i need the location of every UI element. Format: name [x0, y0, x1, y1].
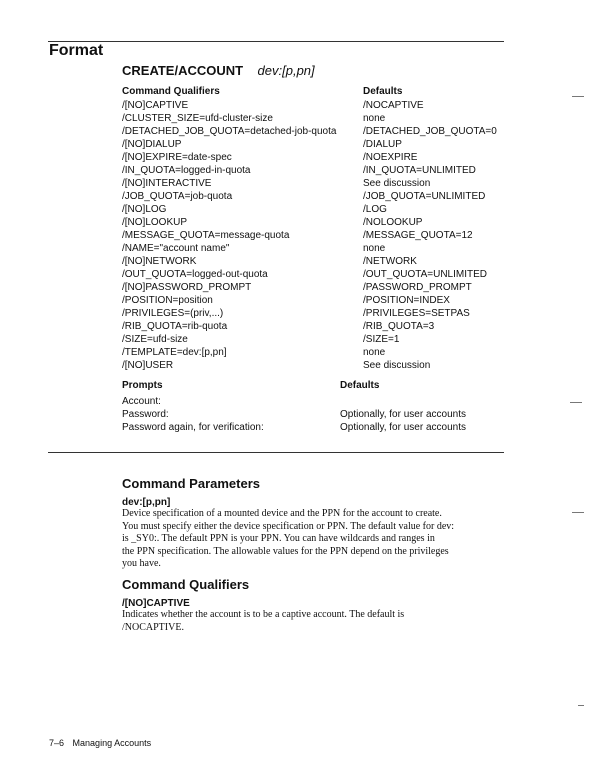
table-row: [122, 268, 582, 281]
default-cell: /RIB_QUOTA=3: [363, 321, 435, 332]
qualifiers-list: [122, 99, 582, 372]
default-cell: /NOCAPTIVE: [363, 100, 424, 111]
qualifier-cell: /[NO]NETWORK: [122, 256, 197, 267]
table-row: [122, 112, 582, 125]
prompt-cell: Account:: [122, 396, 161, 407]
paragraph-line: Indicates whether the account is to be a captive account. The default is: [122, 609, 405, 620]
default-cell: See discussion: [363, 178, 431, 189]
qualifier-cell: /PRIVILEGES=(priv,...): [122, 308, 224, 319]
qualifier-cell: /OUT_QUOTA=logged-out-quota: [122, 269, 268, 280]
qualifier-cell: /[NO]DIALUP: [122, 139, 182, 150]
default-cell: /DETACHED_JOB_QUOTA=0: [363, 126, 497, 137]
section-title: Format: [49, 42, 104, 59]
parameter-name: dev:[p,pn]: [122, 497, 171, 508]
table-row: [122, 177, 582, 190]
qualifier-cell: /[NO]LOG: [122, 204, 167, 215]
prompt-cell: Password again, for verification:: [122, 422, 264, 433]
default-cell: /NOLOOKUP: [363, 217, 423, 228]
qualifiers-defaults-header: Defaults: [363, 86, 403, 97]
default-cell: /OUT_QUOTA=UNLIMITED: [363, 269, 487, 280]
table-row: [122, 359, 582, 372]
table-row: [122, 281, 582, 294]
margin-mark: [572, 96, 584, 97]
chapter-title: Managing Accounts: [72, 738, 152, 748]
table-row: [122, 408, 582, 421]
table-row: [122, 190, 582, 203]
default-cell: /POSITION=INDEX: [363, 295, 450, 306]
default-cell: /NOEXPIRE: [363, 152, 418, 163]
table-row: [122, 395, 582, 408]
page-footer: [49, 738, 151, 748]
qualifier-cell: /[NO]INTERACTIVE: [122, 178, 212, 189]
qualifier-cell: /MESSAGE_QUOTA=message-quota: [122, 230, 290, 241]
qualifier-name: /[NO]CAPTIVE: [122, 598, 190, 609]
table-row: [122, 125, 582, 138]
default-cell: /PRIVILEGES=SETPAS: [363, 308, 470, 319]
default-cell: /LOG: [363, 204, 387, 215]
qualifier-cell: /[NO]EXPIRE=date-spec: [122, 152, 232, 163]
qualifier-cell: /[NO]USER: [122, 360, 174, 371]
table-row: [122, 346, 582, 359]
page-number: 7–6: [49, 738, 65, 748]
default-cell: none: [363, 347, 386, 358]
default-cell: /SIZE=1: [363, 334, 400, 345]
table-row: [122, 294, 582, 307]
default-cell: /IN_QUOTA=UNLIMITED: [363, 165, 476, 176]
default-cell: none: [363, 243, 386, 254]
default-cell: /PASSWORD_PROMPT: [363, 282, 472, 293]
qualifier-cell: /[NO]PASSWORD_PROMPT: [122, 282, 252, 293]
qualifier-cell: /POSITION=position: [122, 295, 213, 306]
table-row: [122, 242, 582, 255]
table-row: [122, 151, 582, 164]
margin-mark: [572, 512, 584, 513]
prompts-list: [122, 395, 582, 434]
margin-mark: [578, 705, 584, 706]
default-cell: Optionally, for user accounts: [340, 409, 466, 420]
qualifier-description: [122, 609, 542, 634]
qualifiers-header: Command Qualifiers: [122, 86, 220, 97]
table-row: [122, 307, 582, 320]
qualifiers-section-title: Command Qualifiers: [122, 577, 250, 592]
prompt-cell: Password:: [122, 409, 169, 420]
margin-mark: [570, 402, 582, 403]
parameter-description: [122, 508, 542, 571]
command-name: CREATE/ACCOUNT: [122, 63, 244, 78]
table-row: [122, 421, 582, 434]
prompts-defaults-header: Defaults: [340, 380, 380, 391]
default-cell: /JOB_QUOTA=UNLIMITED: [363, 191, 486, 202]
paragraph-line: /NOCAPTIVE.: [122, 621, 184, 633]
parameters-title: Command Parameters: [122, 476, 260, 491]
default-cell: Optionally, for user accounts: [340, 422, 466, 433]
table-row: [122, 99, 582, 112]
paragraph-line: you have.: [122, 558, 161, 569]
default-cell: /NETWORK: [363, 256, 417, 267]
default-cell: See discussion: [363, 360, 431, 371]
qualifier-cell: /IN_QUOTA=logged-in-quota: [122, 165, 251, 176]
default-cell: /DIALUP: [363, 139, 402, 150]
qualifier-cell: /NAME="account name": [122, 243, 230, 254]
paragraph-line: is _SY0:. The default PPN is your PPN. You can have wildcards and ranges in: [122, 533, 435, 544]
qualifier-cell: /[NO]LOOKUP: [122, 217, 188, 228]
command-argument: dev:[p,pn]: [257, 63, 315, 78]
paragraph-line: Device specification of a mounted device and the PPN for the account to create.: [122, 508, 442, 519]
prompts-header: Prompts: [122, 380, 163, 391]
default-cell: /MESSAGE_QUOTA=12: [363, 230, 473, 241]
paragraph-line: You must specify either the device specification or PPN. The default value for dev:: [122, 520, 455, 532]
table-row: [122, 138, 582, 151]
default-cell: none: [363, 113, 386, 124]
qualifier-cell: /CLUSTER_SIZE=ufd-cluster-size: [122, 113, 273, 124]
command-format: [122, 62, 315, 80]
table-row: [122, 333, 582, 346]
table-row: [122, 203, 582, 216]
table-row: [122, 320, 582, 333]
paragraph-line: the PPN specification. The allowable values for the PPN depend on the privileges: [122, 545, 449, 557]
table-row: [122, 216, 582, 229]
qualifier-cell: /SIZE=ufd-size: [122, 334, 188, 345]
qualifier-cell: /JOB_QUOTA=job-quota: [122, 191, 233, 202]
table-row: [122, 255, 582, 268]
table-row: [122, 229, 582, 242]
qualifier-cell: /DETACHED_JOB_QUOTA=detached-job-quota: [122, 126, 337, 137]
qualifier-cell: /TEMPLATE=dev:[p,pn]: [122, 347, 227, 358]
qualifier-cell: /RIB_QUOTA=rib-quota: [122, 321, 228, 332]
table-row: [122, 164, 582, 177]
top-rule: [48, 41, 504, 42]
middle-rule: [48, 452, 504, 453]
qualifier-cell: /[NO]CAPTIVE: [122, 100, 189, 111]
